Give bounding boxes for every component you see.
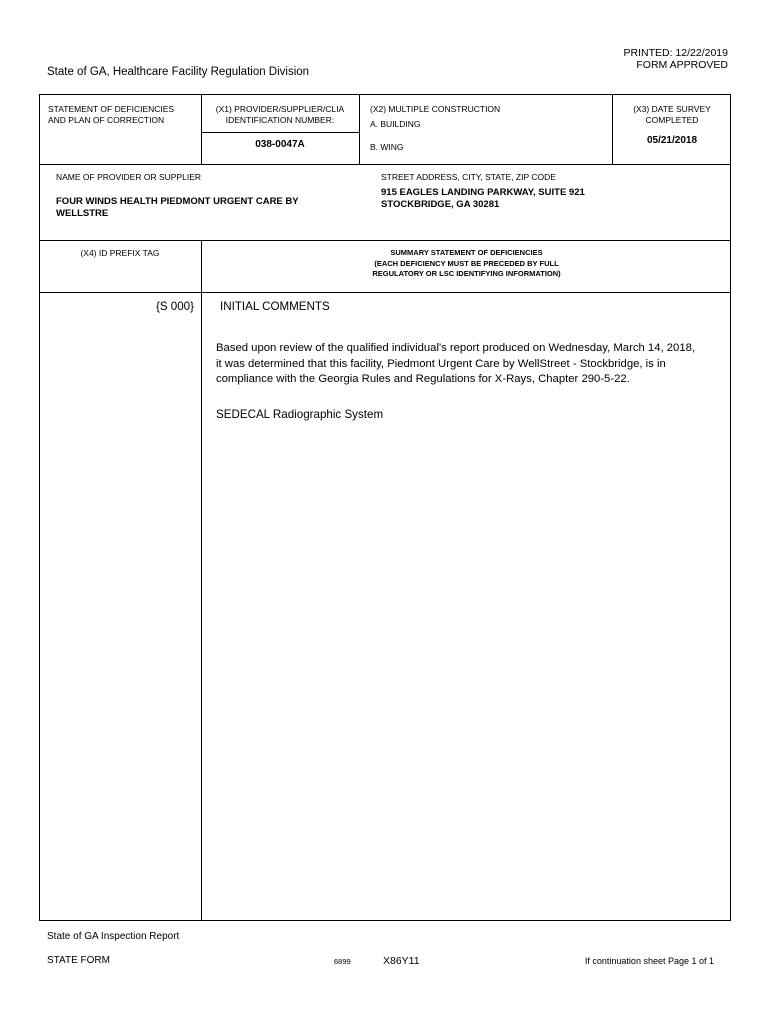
comment-line: it was determined that this facility, Piedmont Urgent Care by WellStreet - Stockbridge, is in [216,357,666,370]
comment-line: compliance with the Georgia Rules and Regulations for X-Rays, Chapter 290-5-22. [216,373,630,385]
x3-label [613,104,731,126]
agency-title: State of GA, Healthcare Facility Regulation Division [47,66,310,78]
summary-line: SUMMARY STATEMENT OF DEFICIENCIES [390,248,543,257]
statement-label-line: AND PLAN OF CORRECTION [48,115,165,125]
x2-wing: B. WING [370,142,404,152]
comment-paragraph [216,341,728,388]
divider [39,292,731,293]
x4-label: (X4) ID PREFIX TAG [80,248,160,258]
x3-label-line: COMPLETED [645,115,699,125]
form-approved: FORM APPROVED [636,59,728,71]
divider [39,240,731,241]
x1-label-line: (X1) PROVIDER/SUPPLIER/CLIA [215,104,345,114]
divider [201,240,202,921]
provider-name [56,196,299,220]
provider-name-line: WELLSTRE [56,208,109,219]
divider [359,94,360,164]
printed-date: PRINTED: 12/22/2019 [623,47,728,59]
divider [39,164,731,165]
event-id: X86Y11 [383,955,420,967]
summary-header [202,248,731,280]
provider-id: 038-0047A [255,139,305,150]
divider [201,132,359,133]
provider-name-line: FOUR WINDS HEALTH PIEDMONT URGENT CARE BY [56,196,299,207]
section-heading: INITIAL COMMENTS [220,300,330,313]
x3-label-line: (X3) DATE SURVEY [633,104,711,114]
x1-label-line: IDENTIFICATION NUMBER: [225,115,335,125]
page-indicator: If continuation sheet Page 1 of 1 [584,956,714,966]
statement-label [48,104,174,126]
address-label: STREET ADDRESS, CITY, STATE, ZIP CODE [381,172,556,182]
x1-label [202,104,358,126]
form-code: 6899 [334,957,351,966]
summary-line: REGULATORY OR LSC IDENTIFYING INFORMATION) [372,269,561,278]
provider-label: NAME OF PROVIDER OR SUPPLIER [56,172,201,182]
summary-line: (EACH DEFICIENCY MUST BE PRECEDED BY FULL [374,258,559,268]
prefix-tag: {S 000} [155,300,194,313]
survey-date: 05/21/2018 [646,135,698,146]
statement-label-line: STATEMENT OF DEFICIENCIES [48,104,175,114]
system-name: SEDECAL Radiographic System [216,408,384,421]
x2-label: (X2) MULTIPLE CONSTRUCTION [370,104,501,114]
address-line: STOCKBRIDGE, GA 30281 [381,199,500,210]
street-address [381,187,585,211]
x2-building: A. BUILDING [370,119,421,129]
report-name: State of GA Inspection Report [47,931,180,942]
state-form-label: STATE FORM [47,955,110,966]
comment-line: Based upon review of the qualified individual's report produced on Wednesday, March 14, 2018, [216,342,696,354]
address-line: 915 EAGLES LANDING PARKWAY, SUITE 921 [381,187,585,198]
